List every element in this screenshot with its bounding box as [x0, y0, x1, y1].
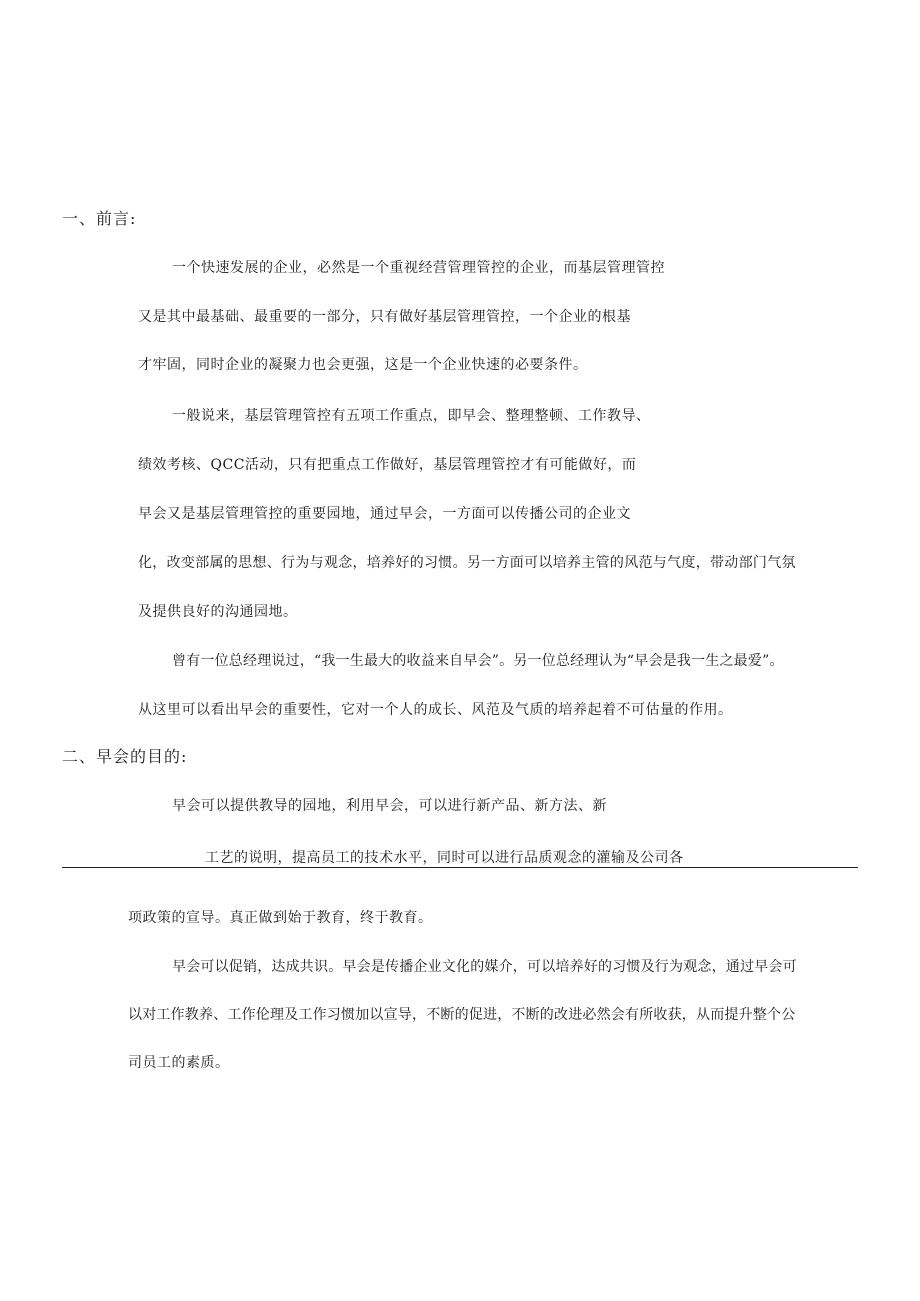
paragraph-line: 及提供良好的沟通园地。: [138, 604, 298, 620]
paragraph-line: 项政策的宣导。真正做到始于教育，终于教育。: [128, 910, 433, 926]
paragraph-line: 才牢固，同时企业的凝聚力也会更强，这是一个企业快速的必要条件。: [138, 357, 588, 373]
paragraph-line: 司员工的素质。: [128, 1055, 230, 1071]
paragraph-line: 工艺的说明，提高员工的技术水平，同时可以进行品质观念的灌输及公司各: [205, 850, 684, 866]
section-heading-preface: 一、前言:: [62, 209, 137, 228]
paragraph-line: 早会可以提供教导的园地，利用早会，可以进行新产品、新方法、新: [172, 798, 607, 814]
paragraph-line: 从这里可以看出早会的重要性，它对一个人的成长、风范及气质的培养起着不可估量的作用。: [138, 702, 733, 718]
paragraph-line: 早会又是基层管理管控的重要园地，通过早会，一方面可以传播公司的企业文: [138, 506, 631, 522]
horizontal-rule: [62, 867, 858, 868]
paragraph-line: 化，改变部属的思想、行为与观念，培养好的习惯。另一方面可以培养主管的风范与气度，带动部门气氛: [138, 555, 796, 571]
paragraph-line: 曾有一位总经理说过，“我一生最大的收益来自早会”。另一位总经理认为“早会是我一生之最爱”。: [172, 653, 784, 669]
paragraph-line: 一个快速发展的企业，必然是一个重视经营管理管控的企业，而基层管理管控: [172, 260, 665, 276]
paragraph-line: 早会可以促销，达成共识。早会是传播企业文化的媒介，可以培养好的习惯及行为观念，通过早会可: [172, 959, 797, 975]
paragraph-line: 一般说来，基层管理管控有五项工作重点，即早会、整理整顿、工作教导、: [172, 408, 651, 424]
paragraph-line: 绩效考核、QCC活动，只有把重点工作做好，基层管理管控才有可能做好，而: [138, 457, 637, 473]
paragraph-line: 以对工作教养、工作伦理及工作习惯加以宣导，不断的促进，不断的改进必然会有所收获，从而提升整个公: [128, 1007, 796, 1023]
section-heading-purpose: 二、早会的目的:: [62, 747, 188, 766]
paragraph-line: 又是其中最基础、最重要的一部分，只有做好基层管理管控，一个企业的根基: [138, 309, 631, 325]
